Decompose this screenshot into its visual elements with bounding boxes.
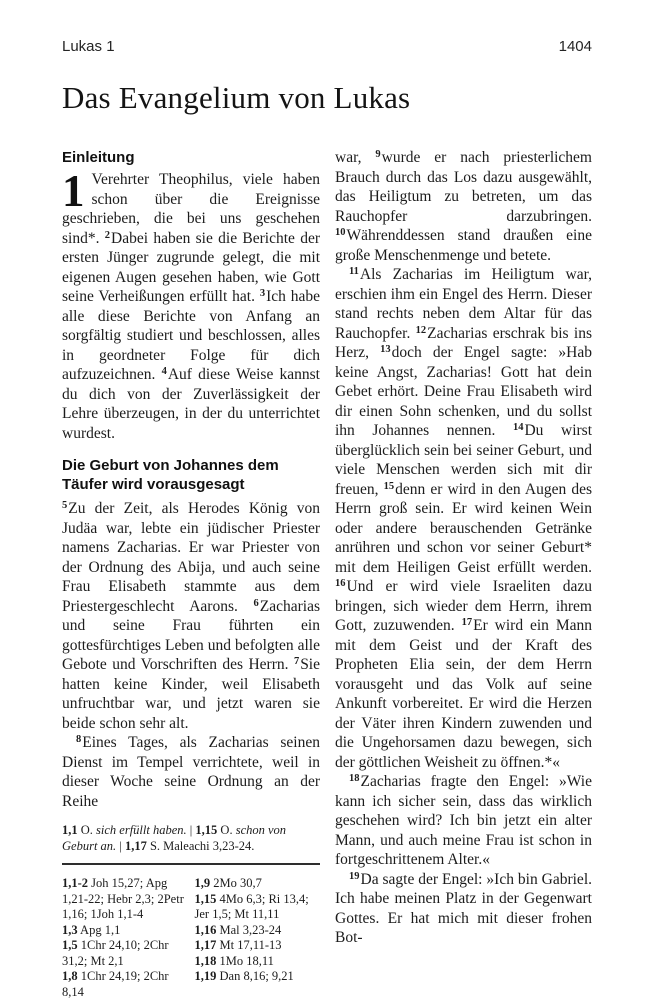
crossref-entry: 1,8 1Chr 24,19; 2Chr 8,14 <box>62 969 169 999</box>
paragraph-verse-18: $^{18}$Zacharias fragte den Engel: »Wie kann ich sicher sein, dass das wirklich geschehen wird? Ich bin jetzt ein alter Mann, und auch meine Frau ist schon in fortgeschrittenem Alter.« <box>335 773 592 868</box>
paragraph-verses-11-17: $^{11}$Als Zacharias im Heiligtum war, erschien ihm ein Engel des Herrn. Dieser stand rechts neben dem Altar für das Rauchopfer. $^{12}$Zacharias erschrak bis ins Herz, $^{13}$doch der Engel sagte: »Hab keine Angst, Zacharias! Gott hat dein Gebet erhört. Deine Frau Elisabeth wird dir einen Sohn schenken, und du sollst ihn Johannes nennen. $^{14}$Du wirst überglücklich sein bei seiner Geburt, und viele Menschen werden sich mit dir freuen, $^{15}$denn er wird in den Augen des Herrn groß sein. Er wird keinen Wein oder andere berauschenden Getränke anrühren und schon vor seiner Geburt* mit dem Heiligen Geist erfüllt werden. $^{16}$Und er wird viele Israeliten dazu bringen, sich wieder dem Herrn, ihrem Gott, zuzuwenden. $^{17}$Er wird ein Mann mit dem Geist und der Kraft des Propheten Elia sein, der dem Herrn vorausgeht und das Volk auf seine Ankunft vorbereitet. Er wird die Herzen der Väter ihren Kindern zuwenden und die Ungehorsamen dazu bewegen, sich der göttlichen Weisheit zu öffnen.*« <box>335 266 592 771</box>
verse-number: 18 <box>349 773 360 784</box>
verse-number: 12 <box>415 324 427 336</box>
paragraph-verse-8: $^8$Eines Tages, als Zacharias seinen Dienst im Tempel verrichtete, weil in dieser Woche seine Ordnung an der Reihe <box>62 734 320 810</box>
paragraph-verse-19: $^{19}$Da sagte der Engel: »Ich bin Gabriel. Ich habe meinen Platz in der Gegenwart Gottes. Er hat mich mit dieser frohen Bot- <box>335 870 592 946</box>
footnotes: 1,1 O. sich erfüllt haben. | 1,15 O. schon von Geburt an. | 1,17 S. Maleachi 3,23-24. <box>62 823 287 853</box>
crossref-column-2 <box>195 876 321 1000</box>
section-heading-geburt-johannes: Die Geburt von Johannes dem Täufer wird vorausgesagt <box>62 457 279 493</box>
section-heading-einleitung: Einleitung <box>62 149 135 166</box>
crossref-entry: 1,18 1Mo 18,11 <box>194 953 274 968</box>
verse-number: 11 <box>349 266 359 277</box>
footnote-alt-reading: schon von Geburt an. <box>62 823 287 853</box>
crossref-verse: 1,1-2 <box>62 876 89 890</box>
crossref-column-1 <box>62 876 188 1000</box>
paragraph-verses-1-4 <box>62 166 320 443</box>
paragraph-verses-5-7: $^5$Zu der Zeit, als Herodes König von Judäa war, lebte ein jüdischer Priester namens Zacharias. Er war Priester von der Ordnung des Abija, und auch seine Frau Elisabeth stammte aus dem Priestergeschlecht Aarons. $^6$Zacharias und seine Frau führten ein gottesfürchtiges Leben und befolgten alle Gebote und Vorschriften des Herrn. $^7$Sie hatten keine Kinder, weil Elisabeth unfruchtbar war, und jetzt waren sie beide schon sehr alt. <box>62 500 320 732</box>
footnote-alt-reading: sich erfüllt haben. <box>96 823 187 837</box>
column-right <box>335 148 592 1000</box>
cross-references <box>62 876 320 1000</box>
verse-text-1-4: Verehrter Theophilus, viele haben schon über die Ereignisse geschrieben, die bei uns geschehen sind*. $^2$Dabei haben sie die Berichte der ersten Jünger zugrunde gelegt, die mit eigenen Augen gesehen haben, wie Gott seine Verheißungen erfüllt hat. $^3$Ich habe alle diese Berichte von Anfang an sorgfältig studiert und beschlossen, alles in geordneter Folge für dich aufzuzeichnen. $^4$Auf diese Weise kannst du dich von der Zuverlässigkeit der Lehre überzeugen, in der du unterrichtet wurdest. <box>62 171 320 442</box>
verse-number: 15 <box>383 480 395 492</box>
verse-number: 6 <box>253 597 259 609</box>
crossref-entry: 1,1-2 Joh 15,27; Apg 1,21-22; Hebr 2,3; 2Petr 1,16; 1Joh 1,1-4 <box>62 876 184 921</box>
crossref-verse: 1,9 <box>194 876 211 890</box>
chapter-dropcap: 1 <box>62 166 85 216</box>
footnote-verse-ref: 1,1 <box>62 823 78 837</box>
verse-number: 17 <box>461 617 473 628</box>
verse-number: 10 <box>335 227 346 238</box>
crossref-entry: 1,16 Mal 3,23-24 <box>194 922 282 937</box>
verse-number: 5 <box>62 500 68 511</box>
crossref-verse: 1,18 <box>194 953 217 968</box>
paragraph-verses-9-10: war, $^9$wurde er nach priesterlichem Brauch durch das Los dazu ausgewählt, das Heiligtum zu betreten, um das Rauchopfer darzubringen. $^{10}$Währenddessen stand draußen eine große Menschenmenge und betete. <box>335 149 592 264</box>
verse-number: 16 <box>335 578 346 589</box>
running-head-page-number: 1404 <box>558 38 592 55</box>
column-left <box>62 148 320 1000</box>
running-head <box>62 38 592 55</box>
verse-number: 2 <box>104 229 111 241</box>
footnote-verse-ref: 1,17 <box>124 839 147 853</box>
verse-number: 8 <box>76 734 82 745</box>
crossref-verse: 1,16 <box>194 922 217 937</box>
crossref-verse: 1,5 <box>62 938 78 952</box>
crossref-entry: 1,9 2Mo 30,7 <box>194 876 262 890</box>
verse-number: 3 <box>259 288 266 299</box>
crossref-divider <box>62 863 320 865</box>
crossref-entry: 1,15 4Mo 6,3; Ri 13,4; Jer 1,5; Mt 11,11 <box>194 891 309 921</box>
verse-number: 7 <box>293 656 300 667</box>
verse-number: 19 <box>349 870 360 882</box>
crossref-entry: 1,19 Dan 8,16; 9,21 <box>194 969 294 983</box>
verse-number: 9 <box>375 149 381 160</box>
crossref-entry: 1,5 1Chr 24,10; 2Chr 31,2; Mt 2,1 <box>62 938 169 968</box>
verse-number: 13 <box>380 344 391 355</box>
verse-number: 4 <box>161 366 167 377</box>
crossref-entry: 1,3 Apg 1,1 <box>62 922 121 937</box>
verse-number: 14 <box>512 422 524 433</box>
crossref-entry: 1,17 Mt 17,11-13 <box>194 938 282 952</box>
page-title: Das Evangelium von Lukas <box>62 80 411 115</box>
running-head-book-chapter: Lukas 1 <box>62 38 115 55</box>
crossref-verse: 1,15 <box>194 891 217 906</box>
crossref-verse: 1,8 <box>62 969 78 983</box>
crossref-verse: 1,19 <box>194 969 217 983</box>
footnote-verse-ref: 1,15 <box>195 823 218 837</box>
crossref-verse: 1,3 <box>62 922 78 937</box>
text-columns <box>62 148 592 1000</box>
crossref-verse: 1,17 <box>194 938 217 952</box>
